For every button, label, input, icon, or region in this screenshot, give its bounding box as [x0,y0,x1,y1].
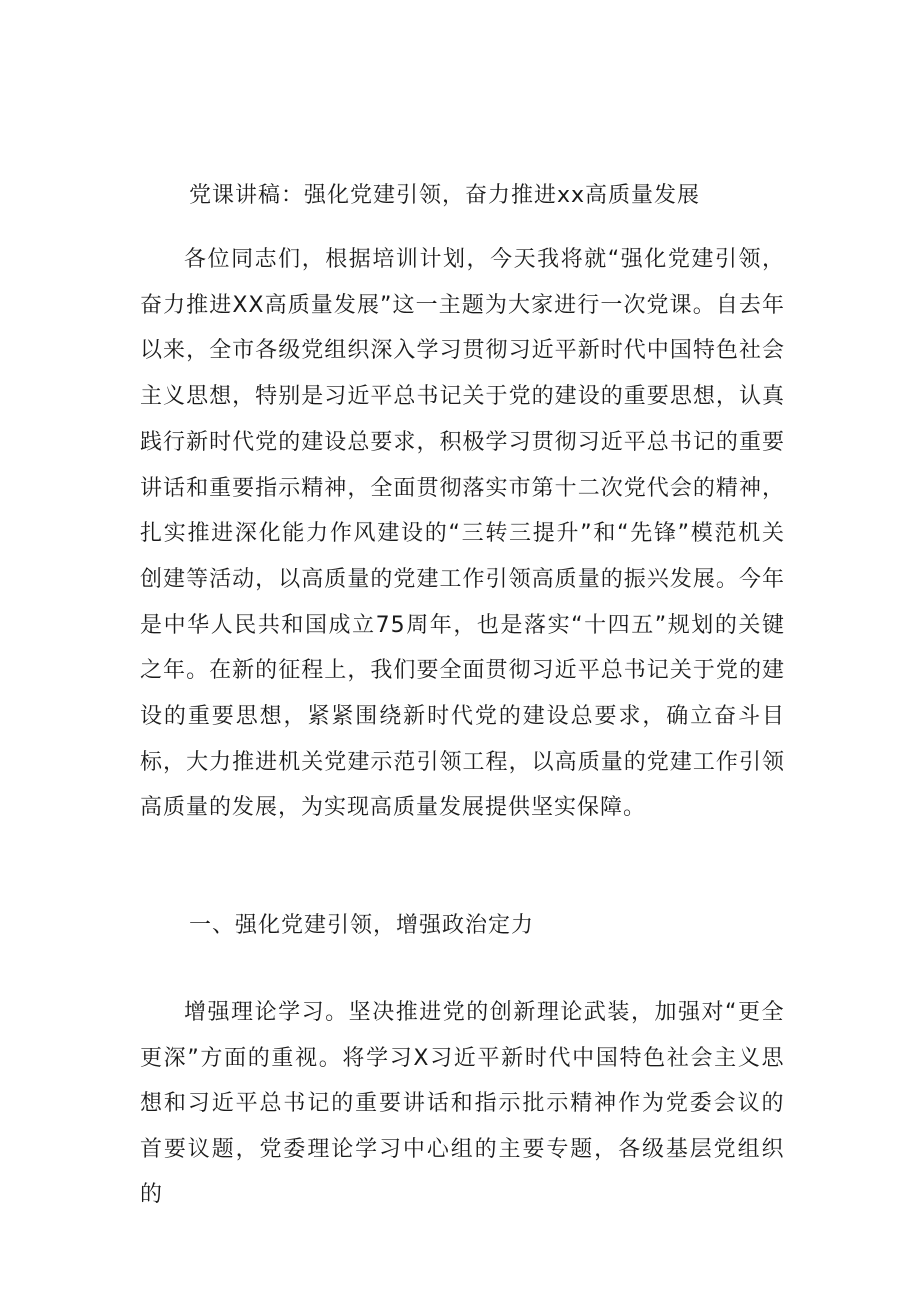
section-heading: 一、强化党建引领，增强政治定力 [189,913,535,938]
section-paragraph: 增强理论学习。坚决推进党的创新理论武装，加强对“更全更深”方面的重视。将学习X习近平新时代中国特色社会主义思想和习近平总书记的重要讲话和指示批示精神作为党委会议的首要议题，党委理论学习中心组的主要专题，各级基层党组织的 [140,1000,785,1207]
document-title: 党课讲稿：强化党建引领，奋力推进xx高质量发展 [189,183,701,208]
intro-paragraph: 各位同志们，根据培训计划，今天我将就“强化党建引领，奋力推进XX高质量发展”这一主题为大家进行一次党课。自去年以来，全市各级党组织深入学习贯彻习近平新时代中国特色社会主义思想，特别是习近平总书记关于党的建设的重要思想，认真践行新时代党的建设总要求，积极学习贯彻习近平总书记的重要讲话和重要指示精神，全面贯彻落实市第十二次党代会的精神，扎实推进深化能力作风建设的“三转三提升”和“先锋”模范机关创建等活动，以高质量的党建工作引领高质量的振兴发展。今年是中华人民共和国成立75周年，也是落实“十四五”规划的关键之年。在新的征程上，我们要全面贯彻习近平总书记关于党的建设的重要思想，紧紧围绕新时代党的建设总要求，确立奋斗目标，大力推进机关党建示范引领工程，以高质量的党建工作引领高质量的发展，为实现高质量发展提供坚实保障。 [140,247,785,821]
